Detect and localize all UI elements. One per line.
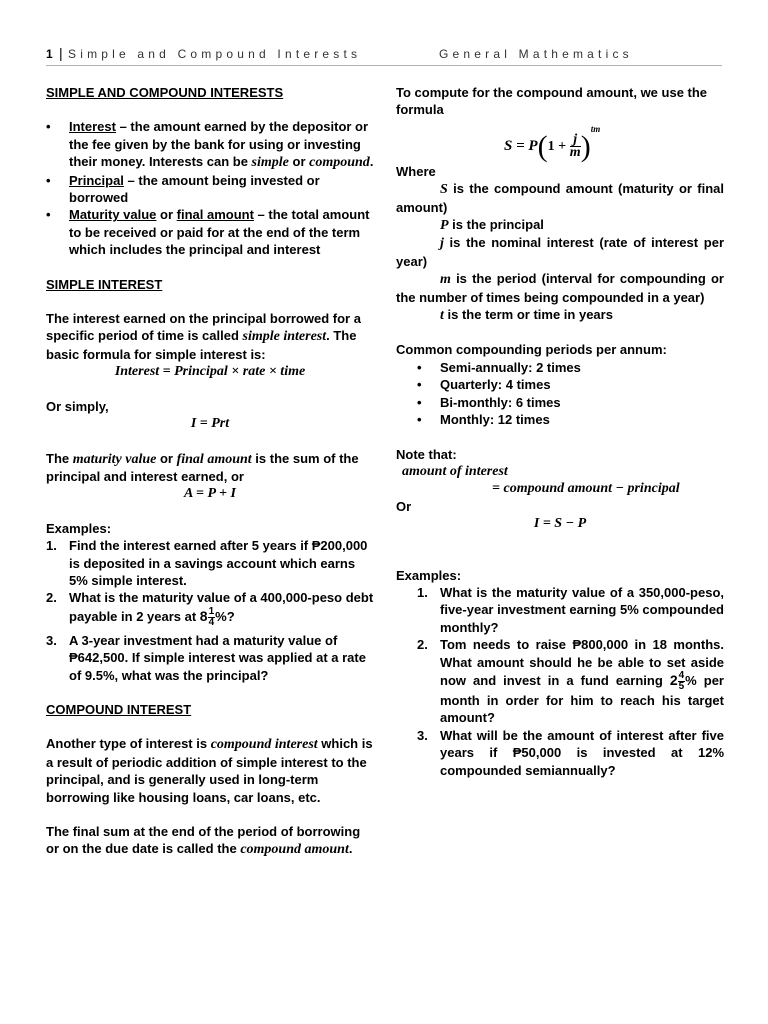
var-s: S is the compound amount (maturity or final amount) xyxy=(396,181,724,215)
compound-interest-text: Another type of interest is compound interest which is a result of periodic addition of simple interest to the principal, and is generally used in long-term borrowing like housing loans, car loans, etc. xyxy=(46,736,373,805)
header-subject: General Mathematics xyxy=(439,47,633,61)
definition-interest: • Interest – the amount earned by the depositor or the fee given by the bank for using or investing their money. Interests can be simple or compound. xyxy=(46,119,374,171)
periods-label: Common compounding periods per annum: xyxy=(396,342,667,358)
compound-example-1: 1. What is the maturity value of a 350,000-peso, five-year investment earning 5% compounded monthly? xyxy=(417,584,724,635)
page-number: 1 xyxy=(46,47,54,61)
examples-label: Examples: xyxy=(396,567,462,583)
period-item: • Monthly: 12 times xyxy=(417,412,550,428)
bullet-icon: • xyxy=(46,119,51,135)
compound-amount-text: The final sum at the end of the period of borrowing or on the due date is called the compound amount. xyxy=(46,824,361,858)
simple-interest-intro: The interest earned on the principal borrowed for a specific period of time is called simple interest. The basic formula for simple interest is: xyxy=(46,311,361,362)
compound-formula-intro: To compute for the compound amount, we use the formula xyxy=(396,85,708,118)
period-item: • Quarterly: 4 times xyxy=(417,377,551,393)
formula-a-p-i: A = P + I xyxy=(183,486,236,502)
bullet-icon: • xyxy=(417,412,422,428)
definition-maturity-value: • Maturity value or final amount – the total amount to be received or paid for at the end of the term which includes the principal and interest xyxy=(46,207,370,258)
bullet-icon: • xyxy=(417,394,422,410)
header-rule xyxy=(46,65,722,66)
bullet-icon: • xyxy=(46,172,51,188)
compound-example-3: 3. What will be the amount of interest after five years if ₱50,000 is invested at 12% compounded semiannually? xyxy=(417,727,724,778)
compound-interest-heading: COMPOUND INTEREST xyxy=(46,701,192,717)
note-label: Note that: xyxy=(396,446,457,462)
or-simply-label: Or simply, xyxy=(46,398,109,414)
period-item: • Bi-monthly: 6 times xyxy=(417,394,561,410)
right-column xyxy=(396,84,724,779)
formula-i-s-p: I = S − P xyxy=(533,516,587,532)
simple-example-3: 3. A 3-year investment had a maturity value of ₱642,500. If simple interest was applied at a rate of 9.5%, what was the principal? xyxy=(46,632,366,683)
where-label: Where xyxy=(396,163,436,179)
definition-principal: • Principal – the amount being invested or borrowed xyxy=(46,172,320,206)
formula-i-prt: I = Prt xyxy=(190,416,230,432)
simple-example-1: 1. Find the interest earned after 5 years if ₱200,000 is deposited in a savings account which earns 5% simple interest. xyxy=(46,538,368,588)
bullet-icon: • xyxy=(46,207,51,223)
maturity-value-text: The maturity value or final amount is the sum of the principal and interest earned, or xyxy=(46,450,359,484)
period-item: • Semi-annually: 2 times xyxy=(417,359,581,375)
compound-amount-formula: S = P(1 + $\frac{j}{m}$ )$^{tm}$ xyxy=(504,123,601,163)
bullet-icon: • xyxy=(417,359,422,375)
examples-label: Examples: xyxy=(46,520,112,536)
left-column xyxy=(46,84,374,859)
bullet-icon: • xyxy=(417,377,422,393)
page-header xyxy=(46,46,722,66)
simple-interest-formula: Interest = Principal × rate × time xyxy=(114,364,306,380)
simple-interest-heading: SIMPLE INTEREST xyxy=(46,276,163,292)
compound-example-2: 2. Tom needs to raise ₱800,000 in 18 months. What amount should he be able to set aside now and invest in a fund earning 2 $\frac{4}{5}$ % per month in order for him to reach his target amount? xyxy=(417,637,724,726)
note-rhs: = compound amount − principal xyxy=(492,481,680,497)
header-separator: | xyxy=(59,45,63,61)
fraction: $\frac{1}{4}$ xyxy=(208,605,215,628)
var-j: j is the nominal interest (rate of interest per year) xyxy=(396,235,724,269)
header-doc-title: Simple and Compound Interests xyxy=(68,47,362,61)
var-m: m is the period (interval for compounding or the number of times being compounded in a year) xyxy=(396,271,724,305)
simple-example-2: 2. What is the maturity value of a 400,000-peso debt payable in 2 years at 8 $\frac{1}{4}$ %? xyxy=(46,590,374,628)
fraction: $\frac{4}{5}$ xyxy=(678,669,685,692)
var-t: t is the term or time in years xyxy=(440,307,613,324)
or-label: Or xyxy=(396,498,412,514)
var-p: P is the principal xyxy=(440,217,544,234)
note-lhs: amount of interest xyxy=(402,463,508,479)
main-heading: SIMPLE AND COMPOUND INTERESTS xyxy=(46,85,284,100)
